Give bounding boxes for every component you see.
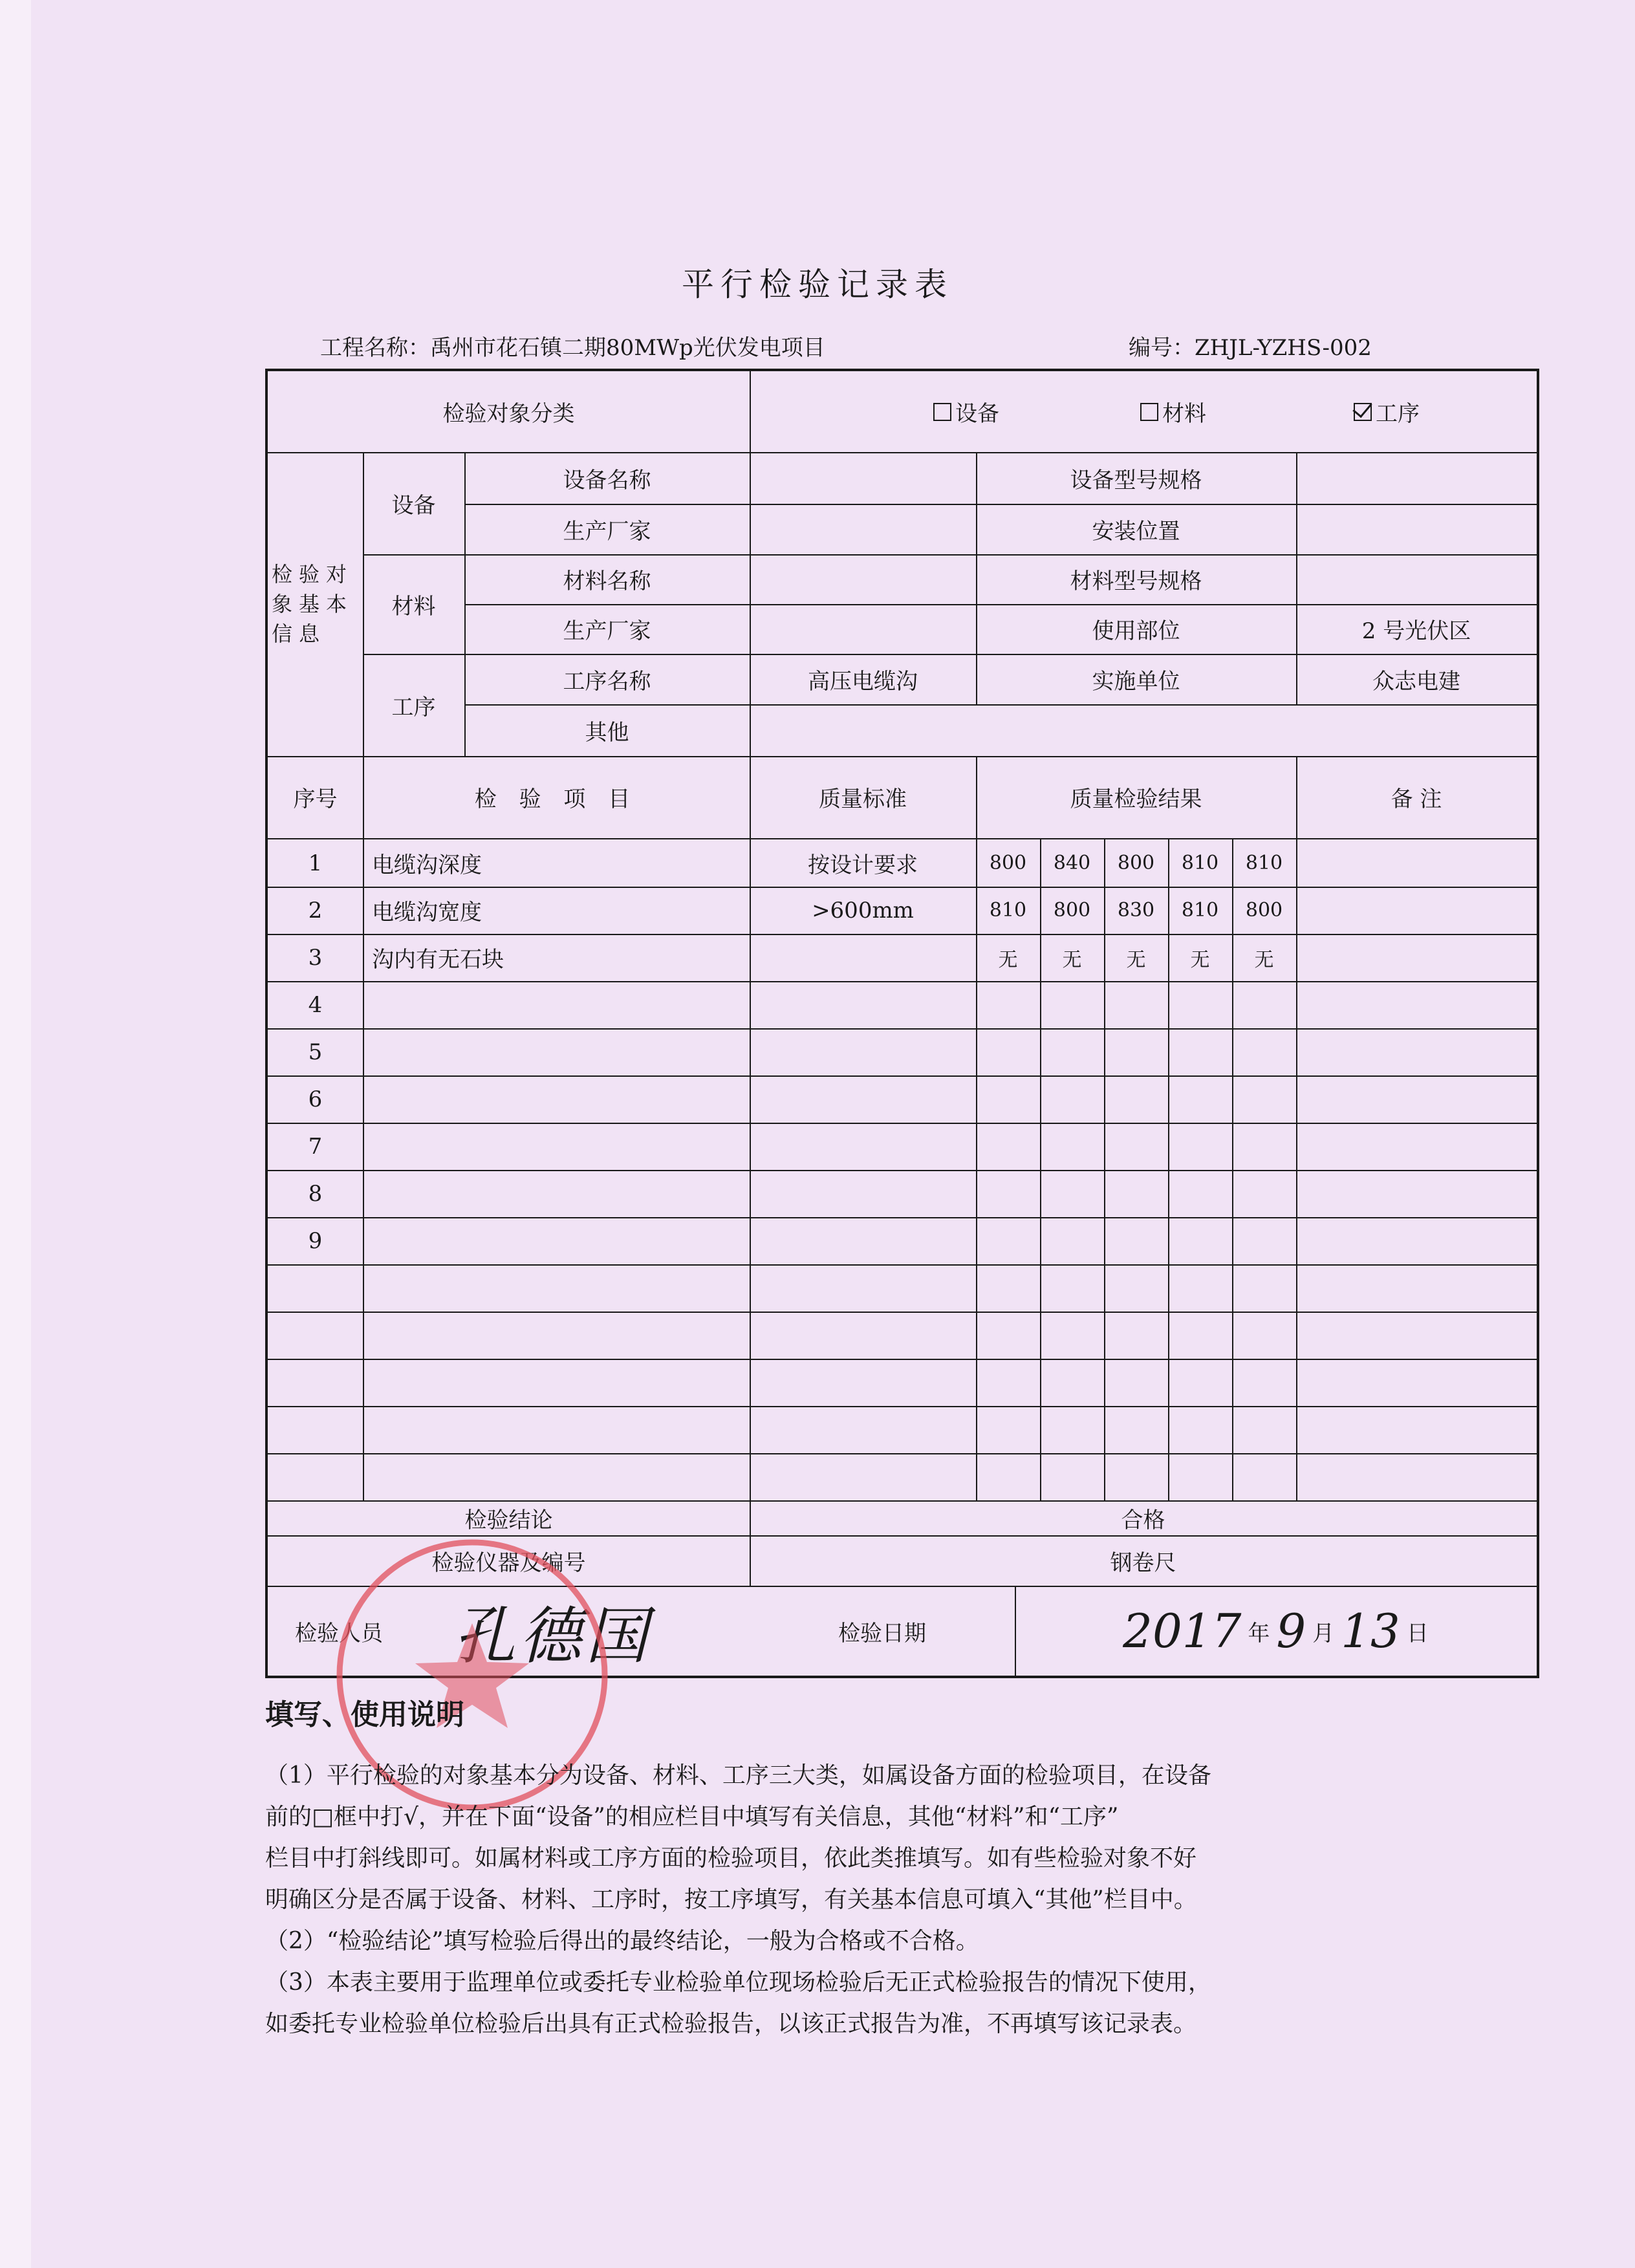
- item-result: 800: [1053, 899, 1091, 922]
- item-remark: [1296, 1264, 1537, 1312]
- category-option-equipment[interactable]: 设备: [902, 371, 1031, 452]
- item-no: [268, 1264, 363, 1312]
- item-result: [1040, 1264, 1104, 1312]
- item-standard: [750, 1406, 976, 1453]
- item-name: [363, 1170, 750, 1217]
- item-standard: [750, 1123, 976, 1170]
- inspection-date: [1015, 1586, 1537, 1676]
- instruction-line: 明确区分是否属于设备、材料、工序时，按工序填写，有关基本信息可填入“其他”栏目中。: [265, 1886, 1197, 1913]
- item-remark: [1296, 1170, 1537, 1217]
- header-remark: 备 注: [1391, 786, 1442, 812]
- item-result: 无: [998, 948, 1018, 971]
- instructions-title: 填写、使用说明: [265, 1698, 464, 1731]
- material-name-label: 材料名称: [563, 568, 651, 594]
- item-result: [976, 1217, 1040, 1264]
- item-result: [1040, 1028, 1104, 1075]
- item-result: [1040, 1406, 1104, 1453]
- item-standard: >600mm: [812, 897, 914, 923]
- material-maker-label: 生产厂家: [563, 618, 651, 644]
- item-no: 8: [308, 1180, 323, 1207]
- item-result: [1104, 1028, 1168, 1075]
- process-unit-label: 实施单位: [1092, 668, 1180, 695]
- checkbox-icon[interactable]: [933, 403, 951, 421]
- item-remark: [1296, 1028, 1537, 1075]
- item-name: 电缆沟宽度: [372, 900, 482, 925]
- item-no: [268, 1312, 363, 1359]
- item-result: [976, 1123, 1040, 1170]
- item-remark: [1296, 1453, 1537, 1500]
- item-result: [1040, 1312, 1104, 1359]
- header-no: 序号: [293, 786, 338, 812]
- equipment-model-label: 设备型号规格: [1070, 467, 1202, 493]
- item-result: [1104, 1264, 1168, 1312]
- item-name: [363, 1312, 750, 1359]
- basic-info-section-label: 检验对象基本信息: [272, 562, 354, 646]
- item-result: [1104, 1359, 1168, 1406]
- item-remark: [1296, 1312, 1537, 1359]
- instruction-line: （3）本表主要用于监理单位或委托专业检验单位现场检验后无正式检验报告的情况下使用，: [265, 1969, 1211, 1996]
- item-standard: [750, 1217, 976, 1264]
- item-name: [363, 1217, 750, 1264]
- date-day-unit: 日: [1406, 1620, 1429, 1647]
- item-result: [1232, 1312, 1296, 1359]
- item-no: 9: [308, 1227, 323, 1254]
- item-name: [363, 1075, 750, 1123]
- item-result: [1168, 1028, 1232, 1075]
- item-result: [1104, 1217, 1168, 1264]
- item-no: 6: [308, 1086, 323, 1112]
- item-result: [1040, 1217, 1104, 1264]
- item-remark: [1296, 1075, 1537, 1123]
- equipment-model-value: [1296, 452, 1537, 504]
- project-name: 禹州市花石镇二期80MWp光伏发电项目: [430, 335, 825, 361]
- item-remark: [1296, 1217, 1537, 1264]
- item-standard: [750, 1028, 976, 1075]
- inspector-signature: 孔德国: [453, 1599, 651, 1672]
- item-result: [976, 1075, 1040, 1123]
- item-remark: [1296, 887, 1537, 934]
- process-name-value: 高压电缆沟: [808, 668, 918, 695]
- item-result: 无: [1126, 948, 1146, 971]
- item-result: [1104, 1123, 1168, 1170]
- item-result: [976, 1312, 1040, 1359]
- header-item: 检 验 项 目: [474, 786, 638, 812]
- item-result: [1232, 981, 1296, 1028]
- item-result: 无: [1062, 948, 1082, 971]
- equipment-maker-label: 生产厂家: [563, 518, 651, 545]
- instructions: [265, 1694, 1416, 2045]
- item-name: [363, 1406, 750, 1453]
- item-result: [1168, 1312, 1232, 1359]
- equipment-group-label: 设备: [391, 492, 436, 519]
- item-no: 3: [308, 944, 323, 971]
- item-name: [363, 1264, 750, 1312]
- item-result: [1232, 1217, 1296, 1264]
- item-result: [1232, 1123, 1296, 1170]
- item-result: [1232, 1453, 1296, 1500]
- item-standard: [750, 1264, 976, 1312]
- conclusion-label: 检验结论: [464, 1507, 553, 1533]
- document-number: ZHJL-YZHS-002: [1195, 335, 1372, 361]
- item-remark: [1296, 1359, 1537, 1406]
- equipment-name-label: 设备名称: [563, 467, 651, 493]
- item-result: [1104, 1406, 1168, 1453]
- project-label: 工程名称：: [320, 335, 430, 361]
- item-name: [363, 1028, 750, 1075]
- item-no: 4: [308, 991, 323, 1018]
- date-day: 13: [1341, 1604, 1400, 1658]
- item-result: [1104, 1170, 1168, 1217]
- process-unit-value: 众志电建: [1372, 668, 1460, 695]
- category-option-process[interactable]: 工序: [1303, 371, 1471, 452]
- item-result: 810: [1245, 852, 1283, 874]
- date-month: 9: [1276, 1604, 1306, 1658]
- item-standard: [750, 934, 976, 981]
- item-result: [1168, 1123, 1232, 1170]
- item-no: 2: [308, 897, 323, 923]
- item-result: [1232, 1264, 1296, 1312]
- item-remark: [1296, 934, 1537, 981]
- item-no: [268, 1406, 363, 1453]
- material-part-label: 使用部位: [1092, 618, 1180, 644]
- item-result: 无: [1254, 948, 1274, 971]
- item-result: [1232, 1075, 1296, 1123]
- item-result: 810: [989, 899, 1027, 922]
- item-result: [976, 1453, 1040, 1500]
- item-standard: [750, 981, 976, 1028]
- material-part-value: 2 号光伏区: [1361, 618, 1471, 644]
- item-result: [1104, 1075, 1168, 1123]
- instruction-line: 栏目中打斜线即可。如属材料或工序方面的检验项目，依此类推填写。如有些检验对象不好: [265, 1845, 1197, 1872]
- item-no: [268, 1453, 363, 1500]
- item-result: 800: [1245, 899, 1283, 922]
- material-model-label: 材料型号规格: [1070, 568, 1202, 594]
- item-result: [976, 1359, 1040, 1406]
- conclusion-value: 合格: [1121, 1507, 1165, 1533]
- process-group-label: 工序: [391, 694, 436, 720]
- item-name: [363, 1123, 750, 1170]
- item-result: 800: [989, 852, 1027, 874]
- item-standard: [750, 1170, 976, 1217]
- item-standard: [750, 1312, 976, 1359]
- item-result: [976, 1028, 1040, 1075]
- item-remark: [1296, 1123, 1537, 1170]
- item-no: 1: [308, 850, 323, 876]
- item-no: 5: [308, 1039, 323, 1065]
- item-result: [1232, 1170, 1296, 1217]
- item-result: [1104, 1312, 1168, 1359]
- item-result: [1040, 1359, 1104, 1406]
- item-result: 无: [1190, 948, 1210, 971]
- item-result: [1040, 1453, 1104, 1500]
- project-line: [320, 330, 825, 362]
- number-line: [1129, 330, 1372, 362]
- item-result: [1104, 981, 1168, 1028]
- item-standard: [750, 1453, 976, 1500]
- instruction-line: （1）平行检验的对象基本分为设备、材料、工序三大类，如属设备方面的检验项目，在设备: [265, 1762, 1211, 1789]
- header-result: 质量检验结果: [1070, 786, 1202, 812]
- document-title: 平行检验记录表: [682, 266, 953, 303]
- item-result: [1104, 1453, 1168, 1500]
- item-result: [976, 981, 1040, 1028]
- category-label: 检验对象分类: [442, 401, 575, 427]
- item-result: 810: [1181, 899, 1219, 922]
- date-year: 2017: [1123, 1604, 1242, 1658]
- number-label: 编号：: [1129, 335, 1195, 361]
- date-label: 检验日期: [838, 1620, 926, 1647]
- item-standard: [750, 1075, 976, 1123]
- item-remark: [1296, 839, 1537, 887]
- instruction-line: 前的□框中打√，并在下面“设备”的相应栏目中填写有关信息，其他“材料”和“工序”: [265, 1804, 1119, 1830]
- header-standard: 质量标准: [819, 786, 907, 812]
- item-result: [1040, 1075, 1104, 1123]
- item-remark: [1296, 981, 1537, 1028]
- material-group-label: 材料: [391, 593, 436, 620]
- item-result: [976, 1170, 1040, 1217]
- material-maker-value: [750, 604, 976, 654]
- item-name: [363, 1453, 750, 1500]
- category-option-material[interactable]: 材料: [1109, 371, 1238, 452]
- item-name: [363, 1359, 750, 1406]
- item-standard: [750, 1359, 976, 1406]
- item-standard: 按设计要求: [808, 852, 918, 878]
- instruction-line: 如委托专业检验单位检验后出具有正式检验报告，以该正式报告为准，不再填写该记录表。: [265, 2011, 1197, 2037]
- item-result: [1168, 1217, 1232, 1264]
- item-result: [1232, 1028, 1296, 1075]
- material-name-value: [750, 554, 976, 604]
- item-result: [1168, 1453, 1232, 1500]
- date-year-unit: 年: [1248, 1620, 1270, 1647]
- item-name: 电缆沟深度: [372, 852, 482, 878]
- checkbox-icon[interactable]: [1140, 403, 1158, 421]
- item-result: [1232, 1406, 1296, 1453]
- item-remark: [1296, 1406, 1537, 1453]
- item-no: 7: [308, 1133, 323, 1160]
- item-result: [1232, 1359, 1296, 1406]
- item-result: 810: [1181, 852, 1219, 874]
- item-no: [268, 1359, 363, 1406]
- item-result: [976, 1264, 1040, 1312]
- inspection-table: [265, 369, 1539, 1678]
- equipment-name-value: [750, 452, 976, 504]
- instruction-line: （2）“检验结论”填写检验后得出的最终结论，一般为合格或不合格。: [265, 1928, 979, 1954]
- item-result: [1168, 1406, 1232, 1453]
- equipment-location-value: [1296, 504, 1537, 554]
- item-result: [1168, 1264, 1232, 1312]
- material-model-value: [1296, 554, 1537, 604]
- instrument-label: 检验仪器及编号: [431, 1550, 586, 1576]
- process-other-label: 其他: [585, 719, 629, 746]
- inspector-label: 检验人员: [295, 1620, 383, 1647]
- item-result: [1040, 1123, 1104, 1170]
- item-result: [1168, 1170, 1232, 1217]
- item-result: [1168, 981, 1232, 1028]
- item-result: 800: [1117, 852, 1155, 874]
- process-other-value: [750, 704, 1537, 756]
- process-name-label: 工序名称: [563, 668, 651, 695]
- equipment-location-label: 安装位置: [1092, 518, 1180, 545]
- item-result: [1168, 1075, 1232, 1123]
- item-result: [1168, 1359, 1232, 1406]
- instrument-value: 钢卷尺: [1110, 1550, 1176, 1576]
- item-result: [976, 1406, 1040, 1453]
- page-edge: [0, 0, 31, 2268]
- item-name: 沟内有无石块: [372, 947, 504, 973]
- item-result: [1040, 1170, 1104, 1217]
- item-name: [363, 981, 750, 1028]
- checked-checkbox-icon[interactable]: [1354, 403, 1372, 421]
- item-result: 840: [1053, 852, 1091, 874]
- item-result: 830: [1117, 899, 1155, 922]
- date-month-unit: 月: [1312, 1620, 1335, 1647]
- item-result: [1040, 981, 1104, 1028]
- equipment-maker-value: [750, 504, 976, 554]
